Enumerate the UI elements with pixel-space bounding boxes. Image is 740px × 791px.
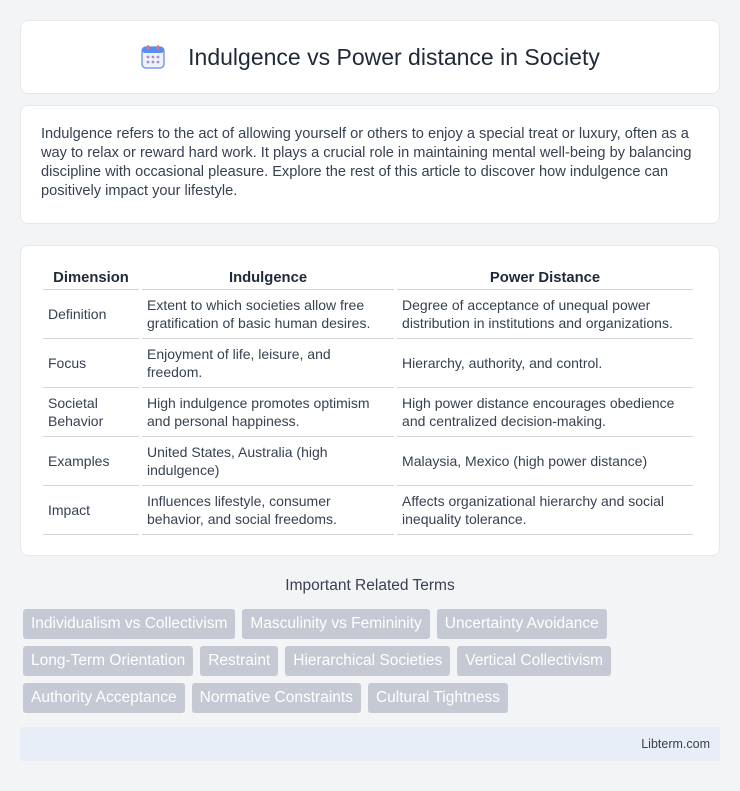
table-cell-power-distance: Malaysia, Mexico (high power distance) bbox=[397, 437, 693, 486]
table-cell-dimension: Societal Behavior bbox=[43, 388, 139, 437]
related-term-tag[interactable]: Cultural Tightness bbox=[368, 683, 508, 713]
comparison-table bbox=[40, 264, 696, 535]
related-terms-title: Important Related Terms bbox=[285, 577, 455, 594]
table-cell-indulgence: Influences lifestyle, consumer behavior, and social freedoms. bbox=[142, 486, 394, 535]
footer bbox=[20, 727, 720, 761]
table-cell-dimension: Impact bbox=[43, 486, 139, 535]
table-header-row bbox=[43, 264, 693, 290]
table-cell-power-distance: High power distance encourages obedience and centralized decision-making. bbox=[397, 388, 693, 437]
table-cell-dimension: Examples bbox=[43, 437, 139, 486]
related-term-tag[interactable]: Individualism vs Collectivism bbox=[23, 609, 235, 639]
comparison-table-card bbox=[20, 245, 720, 556]
related-term-tag[interactable]: Authority Acceptance bbox=[23, 683, 185, 713]
related-term-tag[interactable]: Vertical Collectivism bbox=[457, 646, 611, 676]
table-cell-power-distance: Hierarchy, authority, and control. bbox=[397, 339, 693, 388]
table-row bbox=[43, 437, 693, 486]
intro-text: Indulgence refers to the act of allowing yourself or others to enjoy a special treat or luxury, often as a way to relax or reward hard work. It plays a crucial role in maintaining mental well-being by balancing discipline with occasional pleasure. Explore the rest of this article to discover how indulgence can positively impact your lifestyle. bbox=[41, 126, 692, 199]
table-row bbox=[43, 486, 693, 535]
table-row bbox=[43, 339, 693, 388]
table-cell-indulgence: Extent to which societies allow free gratification of basic human desires. bbox=[142, 290, 394, 339]
related-term-tag[interactable]: Masculinity vs Femininity bbox=[242, 609, 429, 639]
table-cell-indulgence: United States, Australia (high indulgence) bbox=[142, 437, 394, 486]
table-cell-dimension: Focus bbox=[43, 339, 139, 388]
table-cell-power-distance: Affects organizational hierarchy and social inequality tolerance. bbox=[397, 486, 693, 535]
related-terms-list bbox=[23, 609, 723, 713]
header-power-distance: Power Distance bbox=[397, 264, 693, 290]
calendar-icon bbox=[140, 44, 166, 70]
footer-site-link[interactable]: Libterm.com bbox=[641, 737, 710, 751]
page-title: Indulgence vs Power distance in Society bbox=[188, 43, 600, 70]
related-term-tag[interactable]: Uncertainty Avoidance bbox=[437, 609, 607, 639]
related-term-tag[interactable]: Hierarchical Societies bbox=[285, 646, 450, 676]
table-cell-dimension: Definition bbox=[43, 290, 139, 339]
table-cell-indulgence: High indulgence promotes optimism and personal happiness. bbox=[142, 388, 394, 437]
table-cell-power-distance: Degree of acceptance of unequal power distribution in institutions and organizations. bbox=[397, 290, 693, 339]
intro-card bbox=[20, 105, 720, 224]
related-term-tag[interactable]: Long-Term Orientation bbox=[23, 646, 193, 676]
table-cell-indulgence: Enjoyment of life, leisure, and freedom. bbox=[142, 339, 394, 388]
header-dimension: Dimension bbox=[43, 264, 139, 290]
header-indulgence: Indulgence bbox=[142, 264, 394, 290]
table-row bbox=[43, 290, 693, 339]
table-row bbox=[43, 388, 693, 437]
related-term-tag[interactable]: Normative Constraints bbox=[192, 683, 361, 713]
header-card bbox=[20, 20, 720, 94]
related-term-tag[interactable]: Restraint bbox=[200, 646, 278, 676]
